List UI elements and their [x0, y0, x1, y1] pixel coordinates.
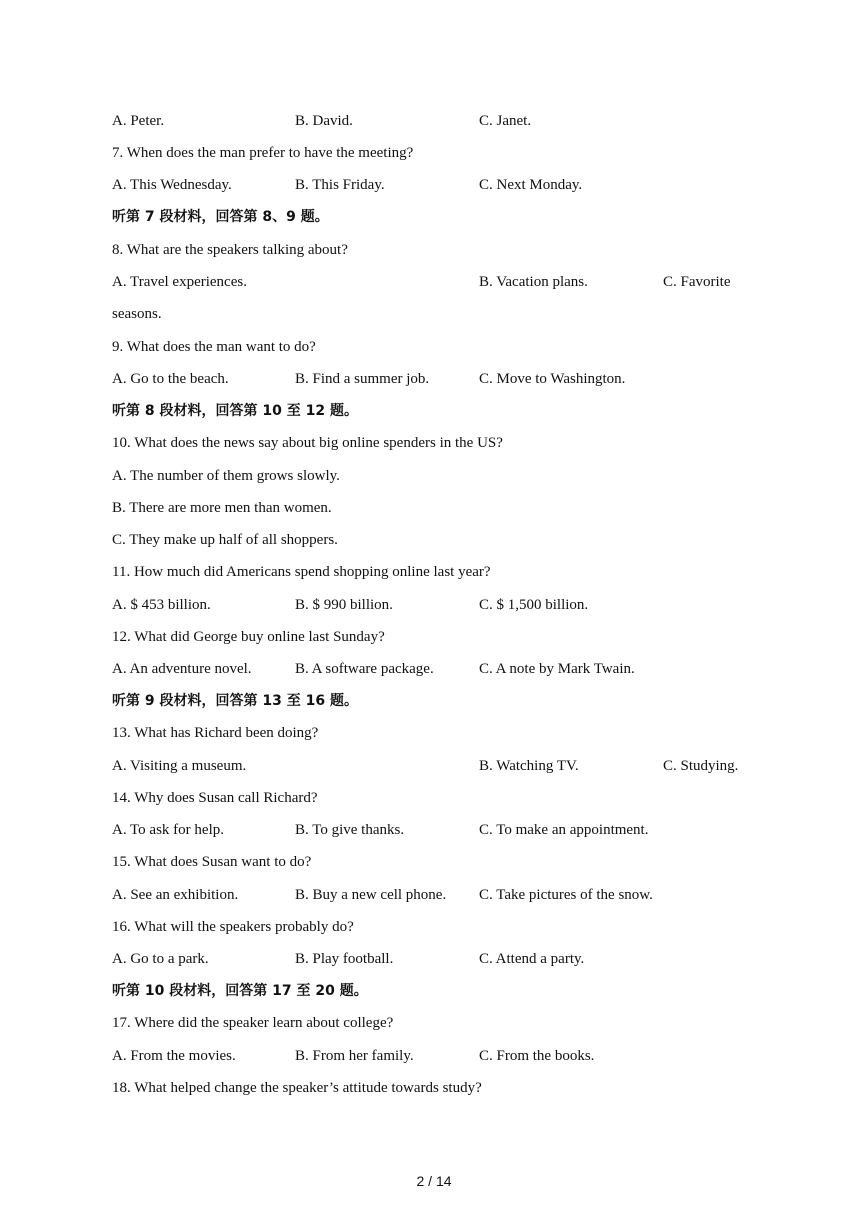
q14-option-b: B. To give thanks.	[295, 822, 405, 838]
section-heading-8: 听第 8 段材料，回答第 10 至 12 题。	[112, 403, 358, 419]
q7-option-a: A. This Wednesday.	[112, 177, 232, 193]
q7-option-b: B. This Friday.	[295, 177, 385, 193]
q13-option-a: A. Visiting a museum.	[112, 758, 247, 774]
q12-option-b: B. A software package.	[295, 661, 434, 677]
q8-option-a: A. Travel experiences.	[112, 274, 247, 290]
q17-option-a: A. From the movies.	[112, 1048, 236, 1064]
q15-option-a: A. See an exhibition.	[112, 887, 239, 903]
q9-option-c: C. Move to Washington.	[479, 371, 626, 387]
q7-stem: 7. When does the man prefer to have the meeting?	[112, 145, 414, 161]
q6-option-c: C. Janet.	[479, 113, 532, 129]
q9-option-b: B. Find a summer job.	[295, 371, 430, 387]
q14-stem: 14. Why does Susan call Richard?	[112, 790, 318, 806]
q11-stem: 11. How much did Americans spend shopping online last year?	[112, 564, 491, 580]
q7-option-c: C. Next Monday.	[479, 177, 583, 193]
q13-option-b: B. Watching TV.	[479, 758, 579, 774]
q11-option-c: C. $ 1,500 billion.	[479, 597, 589, 613]
q12-option-a: A. An adventure novel.	[112, 661, 252, 677]
q6-option-b: B. David.	[295, 113, 353, 129]
section-heading-10: 听第 10 段材料，回答第 17 至 20 题。	[112, 983, 368, 999]
q14-option-c: C. To make an appointment.	[479, 822, 649, 838]
q10-option-c: C. They make up half of all shoppers.	[112, 532, 338, 548]
q15-option-c: C. Take pictures of the snow.	[479, 887, 653, 903]
q12-stem: 12. What did George buy online last Sunday?	[112, 629, 385, 645]
q10-stem: 10. What does the news say about big online spenders in the US?	[112, 435, 503, 451]
q14-option-a: A. To ask for help.	[112, 822, 224, 838]
q18-stem: 18. What helped change the speaker’s attitude towards study?	[112, 1080, 482, 1096]
section-heading-7: 听第 7 段材料，回答第 8、9 题。	[112, 209, 329, 225]
q10-option-b: B. There are more men than women.	[112, 500, 332, 516]
q13-option-c: C. Studying.	[663, 758, 739, 774]
section-heading-9: 听第 9 段材料，回答第 13 至 16 题。	[112, 693, 358, 709]
q11-option-a: A. $ 453 billion.	[112, 597, 211, 613]
q17-option-c: C. From the books.	[479, 1048, 595, 1064]
q10-option-a: A. The number of them grows slowly.	[112, 468, 340, 484]
q6-option-a: A. Peter.	[112, 113, 165, 129]
q15-stem: 15. What does Susan want to do?	[112, 854, 312, 870]
q8-option-b: B. Vacation plans.	[479, 274, 588, 290]
q9-stem: 9. What does the man want to do?	[112, 339, 316, 355]
q15-option-b: B. Buy a new cell phone.	[295, 887, 447, 903]
q9-option-a: A. Go to the beach.	[112, 371, 229, 387]
q8-option-c-continued: seasons.	[112, 306, 162, 322]
q11-option-b: B. $ 990 billion.	[295, 597, 393, 613]
q16-stem: 16. What will the speakers probably do?	[112, 919, 354, 935]
page-number: 2 / 14	[416, 1173, 452, 1189]
q8-stem: 8. What are the speakers talking about?	[112, 242, 348, 258]
q16-option-c: C. Attend a party.	[479, 951, 585, 967]
q8-option-c: C. Favorite	[663, 274, 731, 290]
q12-option-c: C. A note by Mark Twain.	[479, 661, 635, 677]
q16-option-a: A. Go to a park.	[112, 951, 209, 967]
q17-option-b: B. From her family.	[295, 1048, 414, 1064]
q17-stem: 17. Where did the speaker learn about college?	[112, 1015, 394, 1031]
q13-stem: 13. What has Richard been doing?	[112, 725, 319, 741]
q16-option-b: B. Play football.	[295, 951, 394, 967]
